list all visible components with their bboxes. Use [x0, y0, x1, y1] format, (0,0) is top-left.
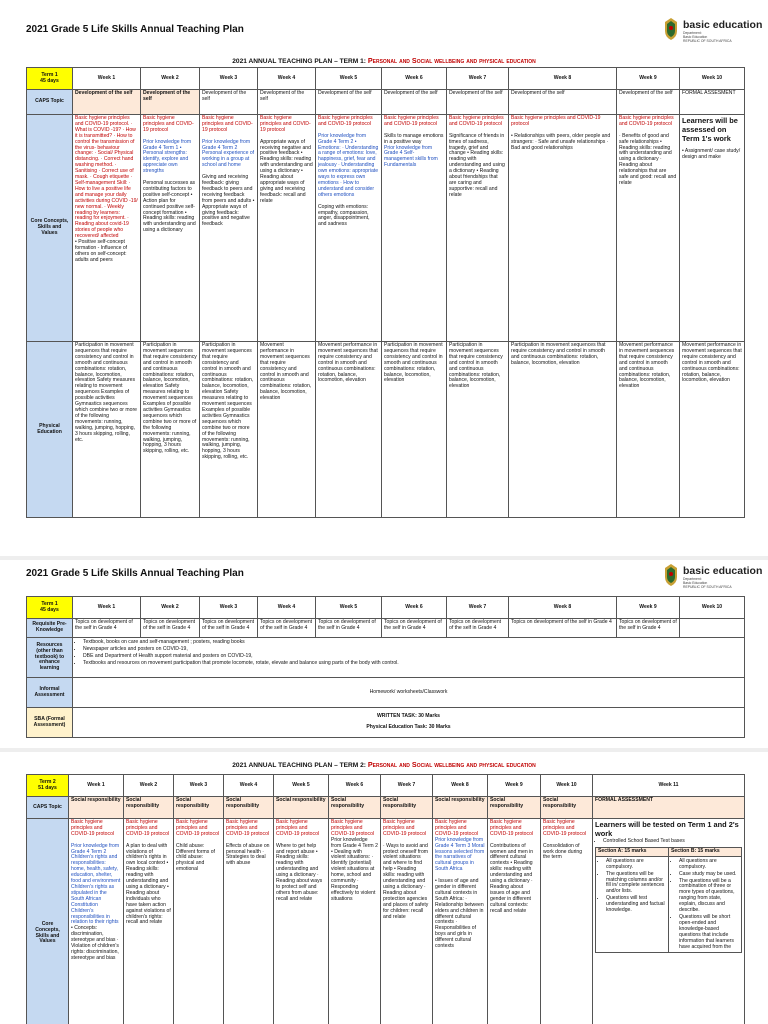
core-cell: Basic hygiene principles and COVID-19 protocol Prior knowledge from Grade 4 Term 2 Children's rights and responsibilities: home, health, safety, education, shelter, food and environment Children's rights as stipulated in the South African Constitution Children's responsibilities in relation to their rights • Concepts: discrimination, stereotype and bias · Violation of children's rights: discrimination, stereotype and bias — [69, 819, 124, 1024]
core-cell: Basic hygiene principles and COVID-19 protocol Prior knowledge from Grade 4 Term 1 • Personal strengths: identify, explore and appreciate own strengths Personal successes as contributing factors to positive self-concept • Action plan for continued positive self-concept formation • Reading skills: reading with understanding and using a dictionary — [141, 115, 200, 342]
term1-plan-table — [26, 67, 745, 518]
core-cell: Basic hygiene principles and COVID-19 protocol Consolidation of work done during the term — [541, 819, 593, 1024]
prereq-cell: Topics on development of the self in Grade 4 — [617, 619, 680, 638]
week-header: Week 6 — [382, 68, 447, 90]
week-header: Week 9 — [617, 68, 680, 90]
caps-cell: Social responsibility — [69, 797, 124, 819]
week-header: Week 6 — [382, 597, 447, 619]
document-title: 2021 Grade 5 Life Skills Annual Teaching Plan — [26, 24, 244, 35]
caps-cell: Social responsibility — [124, 797, 174, 819]
prereq-cell: Topics on development of the self in Grade 4 — [73, 619, 141, 638]
caps-cell: Social responsibility — [274, 797, 329, 819]
week-header-row — [27, 597, 745, 619]
core-cell: Basic hygiene principles and COVID-19 protocol · Benefits of good and safe relationships • Reading skills: reading with understanding and using a dictionary · Reading about relationships that are safe and good: recall and relate — [617, 115, 680, 342]
caps-cell: Social responsibility — [174, 797, 224, 819]
caps-cell: Social responsibility — [433, 797, 488, 819]
caps-cell: Development of the self — [141, 90, 200, 115]
sba-row — [27, 708, 745, 738]
week-header: Week 6 — [329, 775, 381, 797]
term-label: Term 2 51 days — [27, 775, 69, 797]
caps-cell: Development of the self — [509, 90, 617, 115]
row-label: CAPS Topic — [27, 90, 73, 115]
caps-cell: Social responsibility — [329, 797, 381, 819]
pe-cell: Participation in movement sequences that require consistency and control in smooth and continuous combinations: rotation, balance, locomotion, elevation — [447, 342, 509, 518]
core-cell: Basic hygiene principles and COVID-19 protocol Appropriate ways of receiving negative and positive feedback • Reading skills: reading with understanding and using a dictionary • Reading about appropriate ways of giving and receiving feedback: recall and relate — [258, 115, 316, 342]
caps-topic-row — [27, 797, 745, 819]
core-cell: Basic hygiene principles and COVID-19 protocol · Ways to avoid and protect oneself from violent situations and where to find help • Reading skills: reading with understanding and using a dictionary · Reading about protection agencies and places of safety for children: recall and relate — [381, 819, 433, 1024]
core-cell: Basic hygiene principles and COVID-19 protocol Prior knowledge from Grade 4 Term 2 Personal experience of working in a group at school and home Giving and receiving feedback: giving feedback to peers and receiving feedback from peers and adults • Appropriate ways of giving feedback: positive and negative feedback — [200, 115, 258, 342]
row-label: CAPS Topic — [27, 797, 69, 819]
week-header: Week 10 — [680, 68, 745, 90]
informal-assessment-row — [27, 678, 745, 708]
week-header: Week 2 — [124, 775, 174, 797]
term1-support-table — [26, 596, 745, 738]
coat-of-arms-icon — [664, 564, 678, 586]
pe-cell: Movement performance in movement sequences that require consistency and control in smooth and continuous combinations: rotation, balance, locomotion, elevation — [617, 342, 680, 518]
core-cell: Basic hygiene principles and COVID-19 protocol. · What is COVID -19? · How it is transmitted? · How to control the transmission of the virus- behaviour change: · Social/ Physical distancing. · Correct hand washing method. · Sanitising · Correct use of mask. · Cough etiquette · Self-management Skill: · How to live a positive life and manage your daily activities during COVID -19/ new normal. · Weekly reading by learners: reading for enjoyment. · Reading about covid-19 stories of people who recovered/ affected • Positive self-concept formation - Influence of others on self-concept: adults and peers — [73, 115, 141, 342]
core-cell: Basic hygiene principles and COVID-19 protocol Effects of abuse on personal health · Strategies to deal with abuse — [224, 819, 274, 1024]
term2-heading: 2021 ANNUAL TEACHING PLAN – TERM 2: Personal and Social wellbeing and physical education — [232, 760, 536, 769]
caps-cell: Development of the self — [447, 90, 509, 115]
week-header: Week 8 — [509, 597, 617, 619]
row-label: Resources (other than textbook) to enhance learning — [27, 638, 73, 678]
test-sections — [595, 847, 742, 954]
formal-assessment-cell: Learners will be tested on Term 1 and 2's work • Controlled School Based Test bases Section A: 15 marks Section B: 15 marks • All questions are compulsory. • The questions will be matching columns and/or fill in/ complete sentences and/or lists. • Questions will test understanding and factual knowledge. • All questions are compulsory. • Case study may be used. • The questions will be a combination of three or more types of questions, ranging from state, explain, discuss and describe. • Questions will be short open-ended and knowledge-based questions that include information that learners have acquired from the — [593, 819, 745, 1024]
term1-heading: 2021 ANNUAL TEACHING PLAN – TERM 1: Personal and Social wellbeing and physical education — [232, 56, 536, 65]
term-label: Term 1 45 days — [27, 597, 73, 619]
section-b-header: Section B: 15 marks — [669, 847, 742, 856]
logo-subtitle: Department: Basic Education REPUBLIC OF SOUTH AFRICA — [683, 577, 732, 589]
week-header: Week 11 — [593, 775, 745, 797]
week-header: Week 9 — [617, 597, 680, 619]
page-term2 — [0, 752, 768, 1024]
caps-cell: Social responsibility — [541, 797, 593, 819]
core-cell: Basic hygiene principles and COVID-19 protocol Where to get help and report abuse • Reading skills: reading with understanding and using a dictionary · Reading about ways to protect self and others from abuse: recall and relate — [274, 819, 329, 1024]
week-header: Week 8 — [509, 68, 617, 90]
term2-plan-table — [26, 774, 745, 1024]
core-cell: Basic hygiene principles and COVID-19 protocol Prior knowledge from Grade 4 Term 2 • Dealing with violent situations: · Identify (potential) violent situations at home, school and community · Responding effectively to violent situations — [329, 819, 381, 1024]
pe-cell: Movement performance in movement sequences that require consistency and control in smooth and continuous combinations: rotation, balance, locomotion, elevation — [258, 342, 316, 518]
row-label: Core Concepts, Skills and Values — [27, 115, 73, 342]
week-header: Week 9 — [488, 775, 541, 797]
caps-topic-row — [27, 90, 745, 115]
coat-of-arms-icon — [664, 18, 678, 40]
row-label: Requisite Pre-Knowledge — [27, 619, 73, 638]
prereq-cell: Topics on development of the self in Grade 4 — [447, 619, 509, 638]
term-label: Term 1 45 days — [27, 68, 73, 90]
pe-cell: Movement performance in movement sequences that require consistency and control in smooth and continuous combinations: rotation, balance, locomotion, elevation — [680, 342, 745, 518]
core-cell: Learners will be assessed on Term 1's work • Assignment/ case study/ design and make — [680, 115, 745, 342]
week-header: Week 10 — [541, 775, 593, 797]
resource-item: • Textbooks and resources on movement participation that promote locomote, rotate, elevate and balance using parts of the body with control. — [83, 661, 742, 667]
week-header: Week 5 — [274, 775, 329, 797]
caps-cell: Development of the self — [258, 90, 316, 115]
caps-cell: Social responsibility — [224, 797, 274, 819]
week-header: Week 5 — [316, 597, 382, 619]
week-header: Week 1 — [73, 597, 141, 619]
logo-title: basic education — [683, 565, 763, 577]
week-header: Week 2 — [141, 597, 200, 619]
week-header: Week 1 — [73, 68, 141, 90]
caps-cell: Social responsibility — [381, 797, 433, 819]
week-header: Week 4 — [224, 775, 274, 797]
week-header-row — [27, 775, 745, 797]
caps-cell: Development of the self — [316, 90, 382, 115]
resource-item: • Textbook, books on care and self-management ; posters, reading books — [83, 640, 742, 646]
week-header: Week 4 — [258, 68, 316, 90]
resource-item: • DBE and Department of Health support material and posters on COVID-19, — [83, 654, 742, 660]
pe-cell: Movement performance in movement sequences that require consistency and control in smooth and continuous combinations: rotation, balance, locomotion, elevation — [316, 342, 382, 518]
caps-cell: Development of the self — [617, 90, 680, 115]
core-cell: Basic hygiene principles and COVID-19 protocol Child abuse: Different forms of child abuse: physical and emotional — [174, 819, 224, 1024]
caps-cell: FORMAL ASSESSMENT — [593, 797, 745, 819]
week-header: Week 7 — [447, 597, 509, 619]
core-cell: Basic hygiene principles and COVID-19 protocol Prior knowledge from Grade 4 Term 3 Moral lessons selected from the narratives of cultural groups in South Africa • Issues of age and gender in different cultural contexts in South Africa: · Relationship between elders and children in different cultural contexts · Responsibilities of boys and girls in different cultural contexts — [433, 819, 488, 1024]
sba-cell: WRITTEN TASK: 30 Marks Physical Education Task: 30 Marks — [73, 708, 745, 738]
prereq-cell: Topics on development of the self in Grade 4 — [141, 619, 200, 638]
prereq-cell: Topics on development of the self in Grade 4 — [200, 619, 258, 638]
week-header: Week 8 — [433, 775, 488, 797]
pe-cell: Participation in movement sequences that require consistency and control in smooth and continuous combinations: rotation, balance, locomotion, elevation Safety measures relating to movement sequences Examples of possible activities Gymnastics sequences which combine two or more of the following movements: running, walking, jumping, hopping, 3 hours skipping, rolling, etc. — [141, 342, 200, 518]
section-b-list: • All questions are compulsory. • Case study may be used. • The questions will be a combination of three or more types of questions, ranging from state, explain, discuss and describe. • Questions will be short open-ended and knowledge-based questions that include information that learners have acquired from the — [669, 856, 742, 953]
core-cell: Basic hygiene principles and COVID-19 protocol • Relationships with peers, older people and strangers: · Safe and unsafe relationships · Bad and good relationships — [509, 115, 617, 342]
caps-cell: Development of the self — [200, 90, 258, 115]
caps-cell: Development of the self — [73, 90, 141, 115]
week-header-row — [27, 68, 745, 90]
week-header: Week 5 — [316, 68, 382, 90]
physical-education-row — [27, 342, 745, 518]
caps-cell: Development of the self — [382, 90, 447, 115]
document-title: 2021 Grade 5 Life Skills Annual Teaching Plan — [26, 568, 244, 579]
week-header: Week 1 — [69, 775, 124, 797]
week-header: Week 7 — [381, 775, 433, 797]
core-cell: Basic hygiene principles and COVID-19 protocol Significance of friends in times of sadness, tragedy, grief and change • Reading skills: reading with understanding and using a dictionary • Reading about friendships that are caring and supportive: recall and relate — [447, 115, 509, 342]
week-header: Week 3 — [200, 597, 258, 619]
prereq-cell — [680, 619, 745, 638]
logo-subtitle: Department: Basic Education REPUBLIC OF SOUTH AFRICA — [683, 31, 732, 43]
prereq-cell: Topics on development of the self in Grade 4 — [382, 619, 447, 638]
prerequisite-row — [27, 619, 745, 638]
core-cell: Basic hygiene principles and COVID-19 protocol Prior knowledge from Grade 4 Term 2 • Emotions: · Understanding a range of emotions: love, happiness, grief, fear and jealousy · Understanding own emotions: appropriate ways to express own emotions · How to understand and consider others emotions Coping with emotions: empathy, compassion, anger, disappointment, and sadness — [316, 115, 382, 342]
pe-cell: Participation in movement sequences that require consistency and control in smooth and continuous combinations: rotation, balance, locomotion, elevation — [509, 342, 617, 518]
resources-cell — [73, 638, 745, 678]
row-label: Informal Assessment — [27, 678, 73, 708]
caps-cell: FORMAL ASSESMENT — [680, 90, 745, 115]
section-a-header: Section A: 15 marks — [596, 847, 669, 856]
row-label: SBA (Formal Assessment) — [27, 708, 73, 738]
dbe-logo — [664, 18, 763, 43]
resources-row — [27, 638, 745, 678]
logo-title: basic education — [683, 19, 763, 31]
core-concepts-row — [27, 819, 745, 1024]
pe-cell: Participation in movement sequences that require consistency and control in smooth and continuous combinations: rotation, balance, locomotion, elevation Safety measures relating to movement sequences Examples of possible activities Gymnastics sequences which combine two or more of the following movements: running, walking, jumping, hopping, 3 hours skipping, rolling, etc. — [73, 342, 141, 518]
row-label: Physical Education — [27, 342, 73, 518]
week-header: Week 3 — [174, 775, 224, 797]
prereq-cell: Topics on development of the self in Grade 4 — [258, 619, 316, 638]
prereq-cell: Topics on development of the self in Grade 4 — [509, 619, 617, 638]
week-header: Week 7 — [447, 68, 509, 90]
pe-cell: Participation in movement sequences that require consistency and control in smooth and continuous combinations: rotation, balance, locomotion, elevation — [382, 342, 447, 518]
week-header: Week 2 — [141, 68, 200, 90]
week-header: Week 3 — [200, 68, 258, 90]
core-cell: Basic hygiene principles and COVID-19 protocol Skills to manage emotions in a positive way Prior knowledge from Grade 4 Self-management skills from Fundamentals — [382, 115, 447, 342]
core-cell: Basic hygiene principles and COVID-19 protocol A plan to deal with violations of children's rights in own local context • Reading skills: reading with understanding and using a dictionary • Reading about individuals who have taken action against violations of children's rights: recall and relate — [124, 819, 174, 1024]
week-header: Week 4 — [258, 597, 316, 619]
core-concepts-row — [27, 115, 745, 342]
prereq-cell: Topics on development of the self in Grade 4 — [316, 619, 382, 638]
week-header: Week 10 — [680, 597, 745, 619]
section-a-list: • All questions are compulsory. • The questions will be matching columns and/or fill in/ complete sentences and/or lists. • Questions will test understanding and factual knowledge. — [596, 856, 669, 953]
resource-item: • Newspaper articles and posters on COVID-19, — [83, 647, 742, 653]
page-term1-continued — [0, 560, 768, 748]
dbe-logo — [664, 564, 763, 589]
row-label: Core Concepts, Skills and Values — [27, 819, 69, 1024]
core-cell: Basic hygiene principles and COVID-19 protocol Contributions of women and men in different cultural contexts • Reading skills: reading with understanding and using a dictionary · Reading about issues of age and gender in different cultural contexts: recall and relate — [488, 819, 541, 1024]
pe-cell: Participation in movement sequences that require consistency and control in smooth and continuous combinations: rotation, balance, locomotion, elevation Safety measures relating to movement sequences Examples of possible activities Gymnastics sequences which combine two or more of the following movements: running, walking, jumping, hopping, 3 hours skipping, rolling, etc. — [200, 342, 258, 518]
informal-assessment-cell: Homework/ worksheets/Classwork — [73, 678, 745, 708]
caps-cell: Social responsibility — [488, 797, 541, 819]
